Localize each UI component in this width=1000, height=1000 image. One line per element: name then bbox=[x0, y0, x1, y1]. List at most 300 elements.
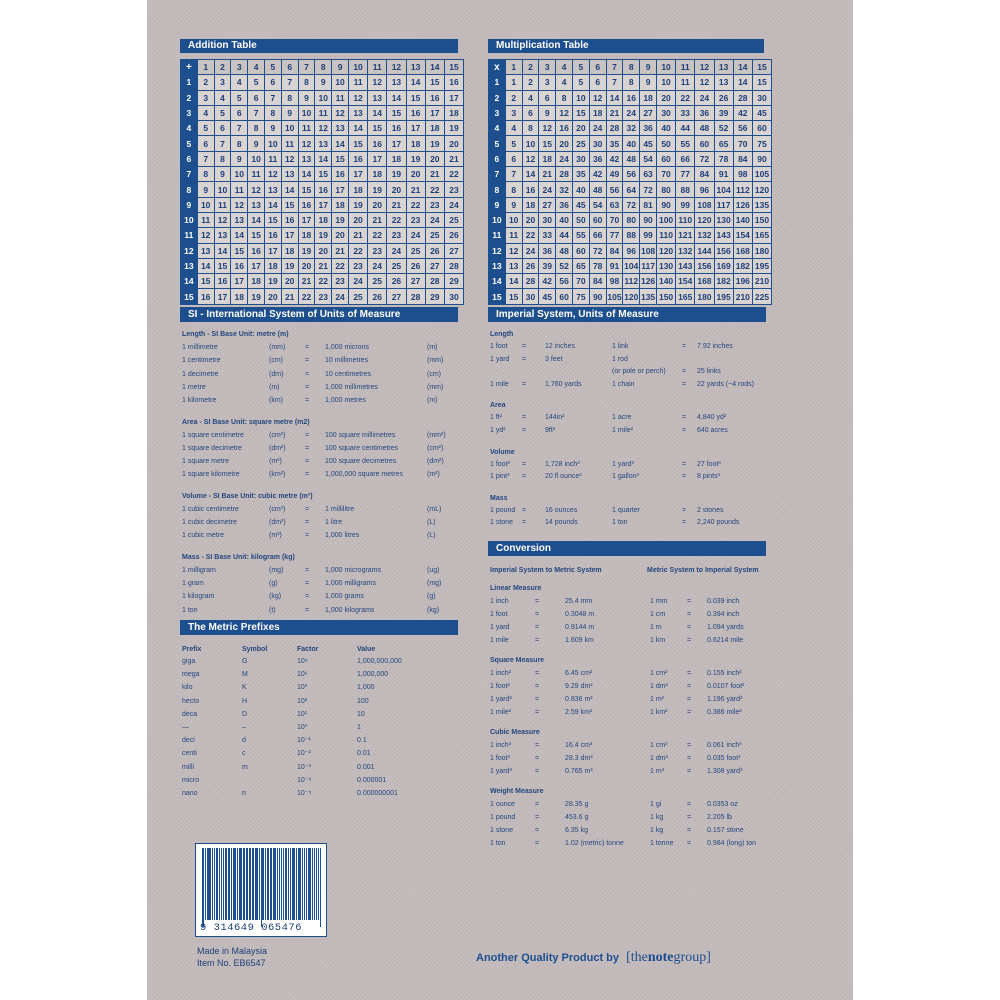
grid-cell: 54 bbox=[589, 197, 606, 212]
imperial-cell: 22 yards (~4 rods) bbox=[697, 380, 754, 388]
grid-cell: 23 bbox=[315, 289, 332, 304]
grid-cell: 11 bbox=[676, 75, 695, 90]
conversion-cell: 6.35 kg bbox=[565, 827, 588, 834]
grid-cell: 24 bbox=[387, 243, 406, 258]
barcode-bar bbox=[265, 848, 266, 920]
grid-cell: 48 bbox=[556, 243, 573, 258]
conversion-cell: 9.29 dm² bbox=[565, 683, 593, 690]
barcode-bar bbox=[298, 848, 299, 920]
grid-cell: 15 bbox=[368, 121, 387, 136]
grid-row bbox=[489, 182, 772, 197]
grid-cell: 20 bbox=[522, 212, 539, 227]
imperial-cell: = bbox=[522, 414, 527, 422]
si-cell: = bbox=[305, 458, 310, 466]
imperial-cell: = bbox=[682, 506, 687, 514]
column-header: 4 bbox=[556, 60, 573, 75]
grid-cell: 20 bbox=[281, 274, 298, 289]
grid-cell: 14 bbox=[281, 182, 298, 197]
grid-cell: 6 bbox=[197, 136, 214, 151]
column-header: 9 bbox=[332, 60, 349, 75]
grid-cell: 56 bbox=[556, 274, 573, 289]
grid-cell: 45 bbox=[572, 197, 589, 212]
grid-cell: 25 bbox=[368, 274, 387, 289]
grid-cell: 18 bbox=[522, 197, 539, 212]
conversion-cell: = bbox=[687, 696, 692, 703]
grid-cell: 27 bbox=[425, 258, 444, 273]
grid-cell: 16 bbox=[231, 258, 248, 273]
imperial-cell: 8 pints³ bbox=[697, 473, 720, 481]
grid-cell: 9 bbox=[505, 197, 522, 212]
grid-cell: 210 bbox=[752, 274, 771, 289]
grid-cell: 49 bbox=[606, 167, 623, 182]
grid-cell: 40 bbox=[623, 136, 640, 151]
grid-cell: 210 bbox=[733, 289, 752, 304]
conversion-cell: = bbox=[687, 709, 692, 716]
grid-cell: 45 bbox=[640, 136, 657, 151]
grid-cell: 18 bbox=[332, 197, 349, 212]
grid-row bbox=[181, 258, 464, 273]
grid-cell: 110 bbox=[676, 212, 695, 227]
grid-cell: 12 bbox=[248, 182, 265, 197]
grid-cell: 18 bbox=[425, 121, 444, 136]
barcode-bar bbox=[290, 848, 291, 920]
grid-cell: 9 bbox=[315, 75, 332, 90]
si-cell: (cm) bbox=[427, 370, 441, 378]
si-cell: 1,000 micrograms bbox=[325, 566, 382, 574]
grid-cell: 77 bbox=[606, 228, 623, 243]
grid-cell: 28 bbox=[733, 90, 752, 105]
imperial-cell: = bbox=[522, 355, 527, 363]
column-header: 9 bbox=[640, 60, 657, 75]
conversion-cell: 1 dm³ bbox=[650, 755, 668, 762]
grid-cell: 14 bbox=[248, 212, 265, 227]
prefix-cell: 10⁶ bbox=[297, 671, 308, 679]
grid-cell: 11 bbox=[505, 228, 522, 243]
grid-cell: 19 bbox=[406, 151, 425, 166]
si-cell: (t) bbox=[269, 606, 276, 614]
grid-cell: 32 bbox=[556, 182, 573, 197]
grid-cell: 20 bbox=[298, 258, 315, 273]
si-cell: 1 cubic centimetre bbox=[182, 505, 239, 513]
grid-cell: 23 bbox=[332, 274, 349, 289]
grid-cell: 63 bbox=[640, 167, 657, 182]
barcode-bar bbox=[304, 848, 305, 920]
si-cell: 1 ton bbox=[182, 606, 198, 614]
grid-cell: 154 bbox=[733, 228, 752, 243]
column-header: 2 bbox=[214, 60, 231, 75]
grid-cell: 91 bbox=[606, 258, 623, 273]
grid-cell: 6 bbox=[589, 75, 606, 90]
imperial-cell: = bbox=[682, 368, 687, 376]
grid-row bbox=[489, 90, 772, 105]
grid-cell: 19 bbox=[264, 274, 281, 289]
grid-cell: 195 bbox=[714, 289, 733, 304]
si-cell: 100 square centimetres bbox=[325, 444, 399, 452]
grid-cell: 18 bbox=[231, 289, 248, 304]
imperial-cell: 1,728 inch³ bbox=[545, 460, 580, 468]
grid-cell: 2 bbox=[522, 75, 539, 90]
grid-row bbox=[181, 151, 464, 166]
row-header: 3 bbox=[181, 105, 198, 120]
conversion-left-header: Imperial System to Metric System bbox=[490, 567, 602, 574]
grid-cell: 18 bbox=[589, 105, 606, 120]
grid-cell: 18 bbox=[539, 151, 556, 166]
grid-cell: 5 bbox=[248, 75, 265, 90]
grid-row bbox=[181, 212, 464, 227]
conversion-cell: 1 yard³ bbox=[490, 768, 512, 775]
grid-cell: 5 bbox=[231, 90, 248, 105]
conversion-cell: = bbox=[687, 598, 692, 605]
grid-cell: 98 bbox=[606, 274, 623, 289]
brand-tagline bbox=[476, 950, 711, 966]
grid-cell: 4 bbox=[214, 90, 231, 105]
imperial-cell: 1 foot bbox=[490, 343, 508, 350]
imperial-cell: 27 foot³ bbox=[697, 460, 721, 468]
imperial-cell: 4,840 yd² bbox=[697, 414, 727, 422]
conversion-cell: 1 cm bbox=[650, 611, 666, 618]
grid-cell: 84 bbox=[589, 274, 606, 289]
row-header: 8 bbox=[489, 182, 506, 197]
grid-row bbox=[489, 258, 772, 273]
row-header: 9 bbox=[489, 197, 506, 212]
imperial-cell: 1 ton bbox=[612, 519, 628, 527]
grid-cell: 12 bbox=[231, 197, 248, 212]
grid-cell: 50 bbox=[656, 136, 675, 151]
column-header: 15 bbox=[752, 60, 771, 75]
grid-cell: 23 bbox=[348, 258, 367, 273]
grid-cell: 7 bbox=[231, 121, 248, 136]
prefix-cell: — bbox=[182, 724, 189, 731]
grid-cell: 28 bbox=[444, 258, 463, 273]
column-header: 7 bbox=[298, 60, 315, 75]
grid-cell: 21 bbox=[387, 197, 406, 212]
si-cell: 1,000 microns bbox=[325, 344, 369, 351]
grid-cell: 17 bbox=[264, 243, 281, 258]
column-header: 14 bbox=[425, 60, 444, 75]
grid-cell: 21 bbox=[606, 105, 623, 120]
grid-cell: 60 bbox=[572, 243, 589, 258]
conversion-cell: = bbox=[687, 814, 692, 821]
grid-cell: 3 bbox=[214, 75, 231, 90]
grid-row bbox=[181, 167, 464, 182]
grid-cell: 10 bbox=[332, 75, 349, 90]
barcode-bar bbox=[225, 848, 228, 920]
grid-cell: 26 bbox=[444, 228, 463, 243]
barcode-bar bbox=[296, 848, 297, 920]
si-cell: 1 litre bbox=[325, 519, 343, 526]
grid-cell: 56 bbox=[606, 182, 623, 197]
grid-cell: 7 bbox=[281, 75, 298, 90]
column-header: 8 bbox=[623, 60, 640, 75]
grid-cell: 18 bbox=[315, 212, 332, 227]
row-header: 10 bbox=[181, 212, 198, 227]
grid-cell: 14 bbox=[231, 228, 248, 243]
grid-cell: 39 bbox=[714, 105, 733, 120]
grid-cell: 24 bbox=[444, 197, 463, 212]
grid-cell: 14 bbox=[606, 90, 623, 105]
grid-cell: 90 bbox=[752, 151, 771, 166]
conversion-cell: 16.4 cm³ bbox=[565, 742, 593, 749]
grid-cell: 22 bbox=[298, 289, 315, 304]
grid-cell: 7 bbox=[197, 151, 214, 166]
grid-cell: 3 bbox=[505, 105, 522, 120]
column-header: 5 bbox=[264, 60, 281, 75]
prefix-column-header: Prefix bbox=[182, 646, 202, 653]
grid-cell: 13 bbox=[264, 182, 281, 197]
grid-cell: 18 bbox=[248, 274, 265, 289]
conversion-cell: 1 mm bbox=[650, 598, 668, 605]
grid-cell: 12 bbox=[214, 212, 231, 227]
imperial-cell: = bbox=[522, 343, 527, 350]
grid-cell: 29 bbox=[425, 289, 444, 304]
barcode-bar bbox=[273, 848, 276, 920]
conversion-cell: 28.3 dm³ bbox=[565, 755, 593, 762]
conversion-cell: 1 m³ bbox=[650, 768, 664, 775]
prefix-cell: 10¹ bbox=[297, 710, 308, 718]
grid-cell: 13 bbox=[387, 75, 406, 90]
imperial-cell: = bbox=[522, 460, 527, 468]
made-in-label: Made in Malaysia bbox=[197, 946, 268, 956]
prefix-cell: n bbox=[242, 790, 246, 797]
grid-cell: 99 bbox=[640, 228, 657, 243]
grid-cell: 19 bbox=[444, 121, 463, 136]
imperial-cell: 1 foot³ bbox=[490, 460, 510, 468]
grid-cell: 20 bbox=[656, 90, 675, 105]
grid-cell: 28 bbox=[556, 167, 573, 182]
grid-cell: 16 bbox=[214, 274, 231, 289]
grid-cell: 180 bbox=[752, 243, 771, 258]
barcode-bar bbox=[267, 848, 269, 920]
si-cell: (m³) bbox=[269, 532, 282, 540]
conversion-cell: 1.609 km bbox=[565, 637, 594, 644]
grid-cell: 126 bbox=[640, 274, 657, 289]
grid-cell: 21 bbox=[281, 289, 298, 304]
grid-cell: 150 bbox=[656, 289, 675, 304]
conversion-cell: = bbox=[687, 624, 692, 631]
grid-cell: 14 bbox=[387, 90, 406, 105]
barcode-bar bbox=[270, 848, 271, 920]
grid-cell: 20 bbox=[444, 136, 463, 151]
grid-cell: 168 bbox=[695, 274, 714, 289]
column-header: 6 bbox=[589, 60, 606, 75]
conversion-cell: 1 cm³ bbox=[650, 742, 668, 749]
grid-cell: 2 bbox=[505, 90, 522, 105]
conversion-cell: = bbox=[687, 742, 692, 749]
si-cell: 1 millilitre bbox=[325, 505, 355, 513]
si-cell: 1,000 millimetres bbox=[325, 383, 378, 391]
grid-cell: 60 bbox=[752, 121, 771, 136]
grid-cell: 75 bbox=[572, 289, 589, 304]
grid-cell: 7 bbox=[606, 75, 623, 90]
column-header: 14 bbox=[733, 60, 752, 75]
grid-cell: 168 bbox=[733, 243, 752, 258]
grid-cell: 126 bbox=[733, 197, 752, 212]
grid-cell: 70 bbox=[572, 274, 589, 289]
prefix-cell: nano bbox=[182, 790, 198, 797]
conversion-section-heading: Square Measure bbox=[490, 657, 545, 664]
grid-cell: 20 bbox=[348, 212, 367, 227]
conversion-cell: 1 mile² bbox=[490, 709, 512, 716]
prefix-cell: G bbox=[242, 658, 248, 665]
grid-cell: 11 bbox=[264, 151, 281, 166]
grid-cell: 17 bbox=[281, 228, 298, 243]
row-header: 6 bbox=[489, 151, 506, 166]
grid-cell: 26 bbox=[522, 258, 539, 273]
grid-cell: 13 bbox=[248, 197, 265, 212]
grid-cell: 16 bbox=[348, 151, 367, 166]
si-cell: 1 cubic decimetre bbox=[182, 519, 237, 526]
barcode-bar bbox=[308, 848, 311, 920]
grid-cell: 4 bbox=[231, 75, 248, 90]
prefix-cell: d bbox=[242, 737, 246, 745]
row-header: 5 bbox=[181, 136, 198, 151]
conversion-cell: = bbox=[687, 801, 692, 808]
column-header: 3 bbox=[231, 60, 248, 75]
si-cell: (L) bbox=[427, 519, 436, 526]
imperial-cell: 25 links bbox=[697, 368, 721, 376]
si-units-header: SI - International System of Units of Measure bbox=[180, 307, 458, 322]
prefix-cell: 1 bbox=[357, 724, 361, 731]
grid-cell: 11 bbox=[214, 197, 231, 212]
imperial-cell: = bbox=[522, 427, 527, 434]
conversion-cell: 1.196 yard² bbox=[707, 696, 743, 703]
si-cell: (m²) bbox=[427, 471, 440, 479]
prefix-cell: 0.01 bbox=[357, 750, 371, 758]
multiplication-symbol: x bbox=[489, 60, 506, 75]
conversion-cell: 1.094 yards bbox=[707, 624, 744, 631]
grid-cell: 40 bbox=[572, 182, 589, 197]
grid-cell: 130 bbox=[656, 258, 675, 273]
grid-cell: 30 bbox=[572, 151, 589, 166]
si-cell: (L) bbox=[427, 532, 436, 540]
si-cell: = bbox=[305, 519, 310, 526]
si-cell: 1 kilometre bbox=[182, 397, 217, 405]
imperial-cell: 9ft² bbox=[545, 427, 556, 434]
grid-cell: 45 bbox=[752, 105, 771, 120]
grid-cell: 19 bbox=[248, 289, 265, 304]
grid-cell: 52 bbox=[714, 121, 733, 136]
grid-cell: 24 bbox=[522, 243, 539, 258]
barcode-bar bbox=[205, 848, 206, 920]
grid-cell: 90 bbox=[589, 289, 606, 304]
grid-cell: 21 bbox=[315, 258, 332, 273]
column-header: 11 bbox=[368, 60, 387, 75]
grid-cell: 3 bbox=[539, 75, 556, 90]
grid-cell: 88 bbox=[676, 182, 695, 197]
grid-cell: 12 bbox=[332, 105, 349, 120]
grid-cell: 8 bbox=[248, 121, 265, 136]
conversion-cell: 0.0107 foot² bbox=[707, 683, 745, 690]
prefix-cell: D bbox=[242, 710, 248, 718]
grid-cell: 7 bbox=[214, 136, 231, 151]
grid-cell: 42 bbox=[589, 167, 606, 182]
row-header: 15 bbox=[489, 289, 506, 304]
grid-cell: 84 bbox=[606, 243, 623, 258]
conversion-cell: 0.6214 mile bbox=[707, 637, 744, 644]
conversion-cell: = bbox=[535, 598, 540, 605]
conversion-cell: 0.3048 m bbox=[565, 611, 595, 618]
conversion-cell: = bbox=[535, 814, 540, 821]
imperial-cell: = bbox=[682, 380, 687, 388]
conversion-cell: 28.35 g bbox=[565, 801, 589, 808]
grid-row bbox=[181, 182, 464, 197]
barcode-bar bbox=[214, 848, 216, 920]
item-number: Item No. EB6547 bbox=[197, 958, 266, 968]
barcode-bar bbox=[281, 848, 282, 920]
conversion-cell: 1 foot bbox=[490, 611, 508, 618]
barcode-bar bbox=[243, 848, 244, 920]
grid-cell: 6 bbox=[231, 105, 248, 120]
column-header: 2 bbox=[522, 60, 539, 75]
si-cell: 1 centimetre bbox=[182, 357, 221, 365]
grid-cell: 26 bbox=[425, 243, 444, 258]
grid-cell: 17 bbox=[248, 258, 265, 273]
grid-cell: 81 bbox=[640, 197, 657, 212]
si-cell: 1 square centimetre bbox=[182, 431, 244, 439]
grid-cell: 18 bbox=[348, 182, 367, 197]
grid-cell: 17 bbox=[298, 212, 315, 227]
imperial-cell: 16 ounces bbox=[545, 506, 578, 514]
grid-cell: 18 bbox=[368, 167, 387, 182]
si-cell: 1,000,000 square metres bbox=[325, 471, 403, 479]
grid-cell: 8 bbox=[281, 90, 298, 105]
barcode-bar bbox=[316, 848, 318, 920]
grid-cell: 9 bbox=[197, 182, 214, 197]
conversion-cell: = bbox=[535, 755, 540, 762]
conversion-cell: = bbox=[535, 696, 540, 703]
grid-cell: 9 bbox=[281, 105, 298, 120]
conversion-cell: 1 foot³ bbox=[490, 755, 510, 762]
grid-cell: 6 bbox=[248, 90, 265, 105]
conversion-cell: 0.155 inch² bbox=[707, 670, 742, 677]
prefix-cell: 1,000,000,000 bbox=[357, 658, 402, 665]
imperial-cell: 7.92 inches bbox=[697, 343, 733, 350]
grid-cell: 8 bbox=[197, 167, 214, 182]
si-cell: (dm) bbox=[269, 370, 284, 378]
barcode-bar bbox=[314, 848, 315, 920]
row-header: 15 bbox=[181, 289, 198, 304]
imperial-cell: 1 yard bbox=[490, 355, 510, 363]
grid-cell: 2 bbox=[197, 75, 214, 90]
conversion-cell: = bbox=[535, 624, 540, 631]
imperial-cell: 1 mile² bbox=[612, 427, 634, 434]
barcode-bar bbox=[262, 848, 264, 920]
si-cell: (m) bbox=[427, 344, 438, 351]
grid-cell: 17 bbox=[315, 197, 332, 212]
grid-cell: 22 bbox=[387, 212, 406, 227]
imperial-cell: (or pole or perch) bbox=[612, 368, 666, 376]
grid-cell: 17 bbox=[406, 121, 425, 136]
imperial-cell: 144in² bbox=[545, 414, 565, 422]
grid-cell: 7 bbox=[248, 105, 265, 120]
grid-cell: 14 bbox=[332, 136, 349, 151]
grid-cell: 104 bbox=[623, 258, 640, 273]
imperial-cell: = bbox=[682, 414, 687, 422]
grid-cell: 12 bbox=[589, 90, 606, 105]
grid-cell: 42 bbox=[733, 105, 752, 120]
grid-cell: 54 bbox=[640, 151, 657, 166]
barcode bbox=[195, 843, 327, 937]
column-header: 7 bbox=[606, 60, 623, 75]
conversion-cell: 1 m bbox=[650, 624, 662, 631]
row-header: 12 bbox=[489, 243, 506, 258]
si-cell: (mg) bbox=[427, 579, 442, 587]
prefix-cell: 10⁻⁹ bbox=[297, 790, 312, 797]
imperial-units-header: Imperial System, Units of Measure bbox=[488, 307, 766, 322]
grid-cell: 60 bbox=[695, 136, 714, 151]
grid-cell: 105 bbox=[752, 167, 771, 182]
conversion-cell: 1 kg bbox=[650, 827, 664, 834]
